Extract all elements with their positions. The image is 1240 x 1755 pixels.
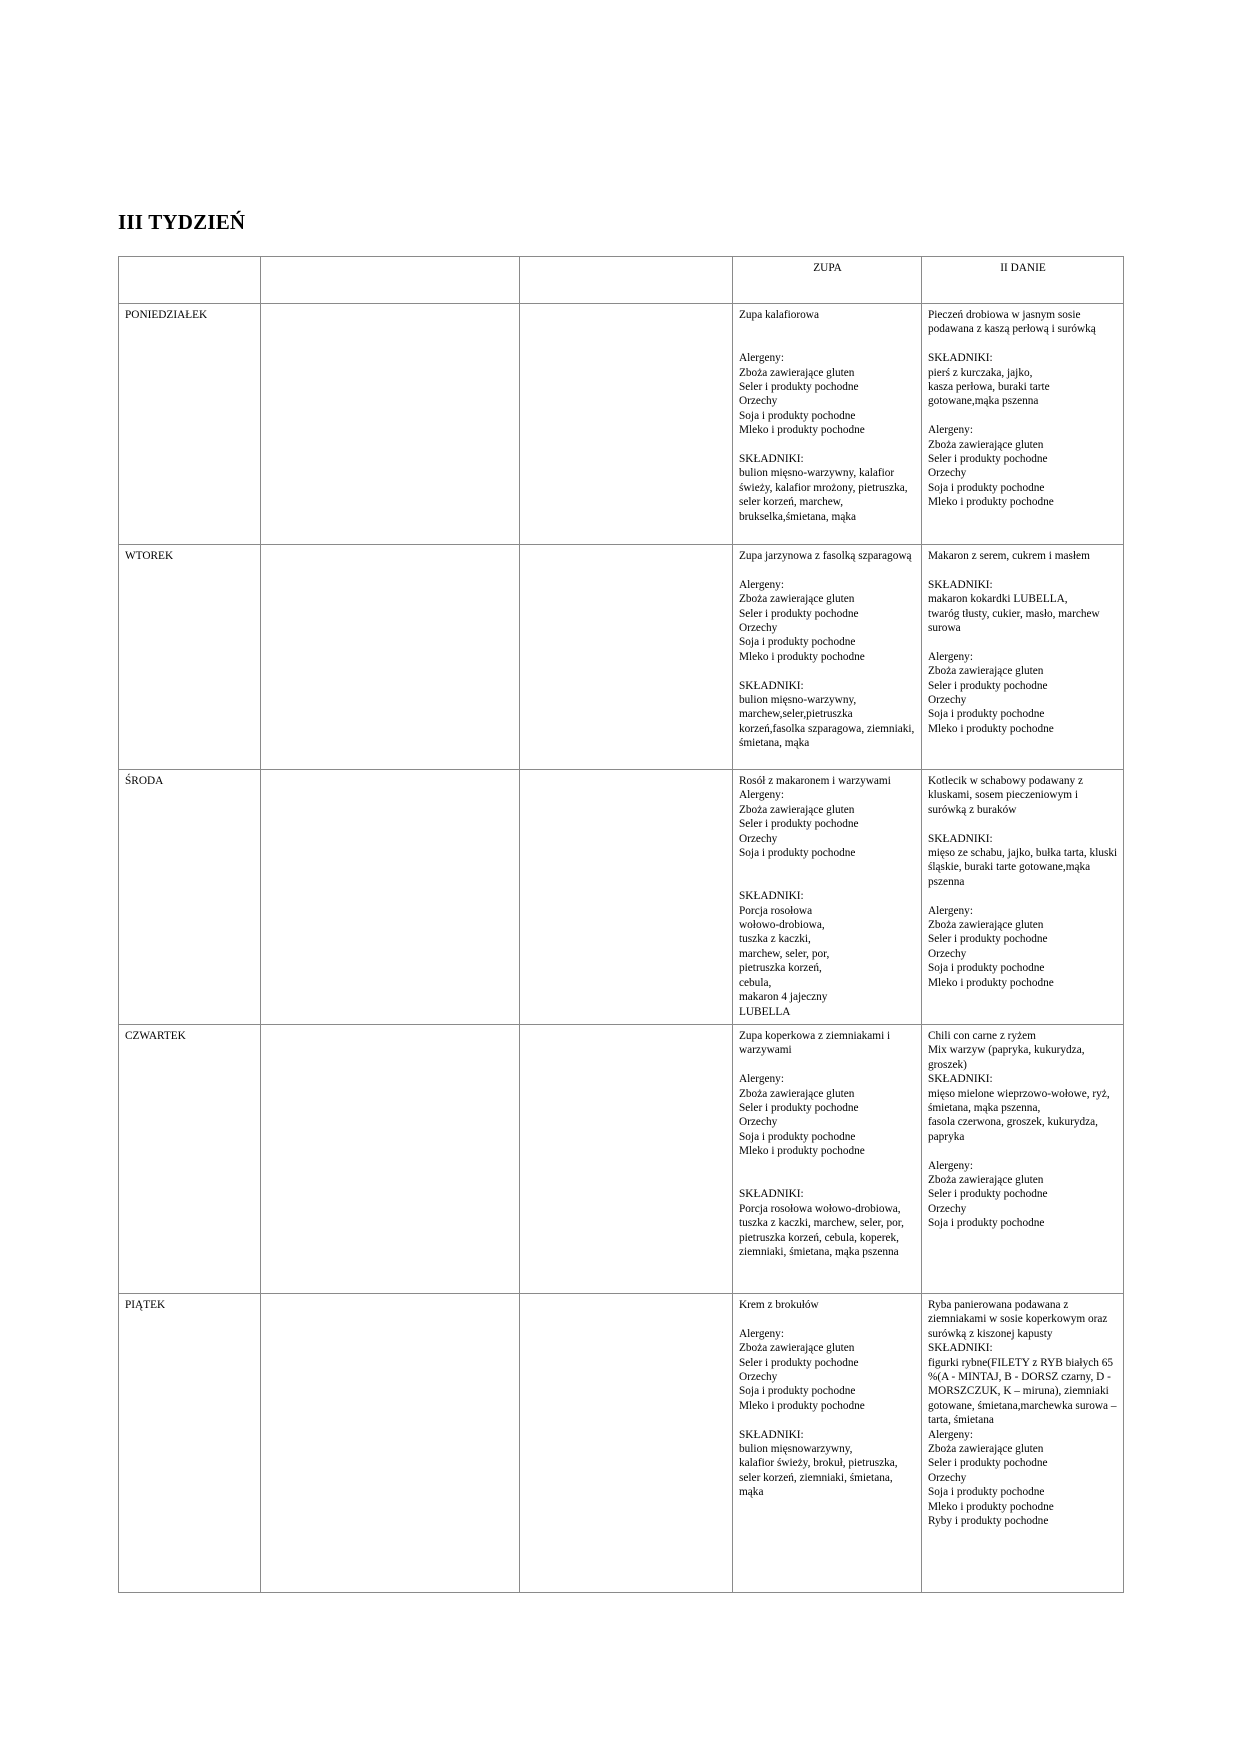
empty-cell [261,1294,520,1593]
main-dish-cell: Pieczeń drobiowa w jasnym sosie podawana z kaszą perłową i surówką SKŁADNIKI: pierś z kurczaka, jajko, kasza perłowa, buraki tarte gotowane,mąka pszenna Alergeny: Zboża zawierające gluten Seler i produkty pochodne Orzechy Soja i produkty pochodne Mleko i produkty pochodne [922,304,1124,545]
empty-cell [520,1025,733,1294]
table-row-tuesday [119,545,1124,770]
weekly-menu-table [118,256,1124,1593]
soup-cell: Zupa kalafiorowa Alergeny: Zboża zawierające gluten Seler i produkty pochodne Orzechy Soja i produkty pochodne Mleko i produkty pochodne SKŁADNIKI: bulion mięsno-warzywny, kalafior świeży, kalafior mrożony, pietruszka, seler korzeń, marchew, brukselka,śmietana, mąka [733,304,922,545]
soup-cell: Zupa koperkowa z ziemniakami i warzywami Alergeny: Zboża zawierające gluten Seler i produkty pochodne Orzechy Soja i produkty pochodne Mleko i produkty pochodne SKŁADNIKI: Porcja rosołowa wołowo-drobiowa, tuszka z kaczki, marchew, seler, por, pietruszka korzeń, cebula, koperek, ziemniaki, śmietana, mąka pszenna [733,1025,922,1294]
day-cell: PIĄTEK [119,1294,261,1593]
header-cell-day [119,257,261,304]
table-row-wednesday [119,770,1124,1025]
empty-cell [261,304,520,545]
day-cell: PONIEDZIAŁEK [119,304,261,545]
table-row-friday [119,1294,1124,1593]
day-cell: ŚRODA [119,770,261,1025]
empty-cell [261,545,520,770]
header-cell-ii-danie: II DANIE [922,257,1124,304]
empty-cell [520,1294,733,1593]
header-cell-empty-2 [520,257,733,304]
empty-cell [520,770,733,1025]
table-row-thursday [119,1025,1124,1294]
page-title: III TYDZIEŃ [118,210,246,234]
main-dish-cell: Makaron z serem, cukrem i masłem SKŁADNIKI: makaron kokardki LUBELLA, twaróg tłusty, cukier, masło, marchew surowa Alergeny: Zboża zawierające gluten Seler i produkty pochodne Orzechy Soja i produkty pochodne Mleko i produkty pochodne [922,545,1124,770]
header-row [119,257,1124,304]
soup-cell: Zupa jarzynowa z fasolką szparagową Alergeny: Zboża zawierające gluten Seler i produkty pochodne Orzechy Soja i produkty pochodne Mleko i produkty pochodne SKŁADNIKI: bulion mięsno-warzywny, marchew,seler,pietruszka korzeń,fasolka szparagowa, ziemniaki, śmietana, mąka [733,545,922,770]
header-cell-empty-1 [261,257,520,304]
main-dish-cell: Kotlecik w schabowy podawany z kluskami, sosem pieczeniowym i surówką z buraków SKŁADNIKI: mięso ze schabu, jajko, bułka tarta, kluski śląskie, buraki tarte gotowane,mąka pszenna Alergeny: Zboża zawierające gluten Seler i produkty pochodne Orzechy Soja i produkty pochodne Mleko i produkty pochodne [922,770,1124,1025]
main-dish-cell: Ryba panierowana podawana z ziemniakami w sosie koperkowym oraz surówką z kiszonej kapusty SKŁADNIKI: figurki rybne(FILETY z RYB białych 65 %(A - MINTAJ, B - DORSZ czarny, D - MORSZCZUK, K – miruna), ziemniaki gotowane, śmietana,marchewka surowa – tarta, śmietana Alergeny: Zboża zawierające gluten Seler i produkty pochodne Orzechy Soja i produkty pochodne Mleko i produkty pochodne Ryby i produkty pochodne [922,1294,1124,1593]
day-cell: CZWARTEK [119,1025,261,1294]
day-cell: WTOREK [119,545,261,770]
empty-cell [261,770,520,1025]
empty-cell [261,1025,520,1294]
empty-cell [520,304,733,545]
table-row-monday [119,304,1124,545]
header-cell-zupa: ZUPA [733,257,922,304]
soup-cell: Rosół z makaronem i warzywami Alergeny: Zboża zawierające gluten Seler i produkty pochodne Orzechy Soja i produkty pochodne SKŁADNIKI: Porcja rosołowa wołowo-drobiowa, tuszka z kaczki, marchew, seler, por, pietruszka korzeń, cebula, makaron 4 jajeczny LUBELLA [733,770,922,1025]
soup-cell: Krem z brokułów Alergeny: Zboża zawierające gluten Seler i produkty pochodne Orzechy Soja i produkty pochodne Mleko i produkty pochodne SKŁADNIKI: bulion mięsnowarzywny, kalafior świeży, brokuł, pietruszka, seler korzeń, ziemniaki, śmietana, mąka [733,1294,922,1593]
main-dish-cell: Chili con carne z ryżem Mix warzyw (papryka, kukurydza, groszek) SKŁADNIKI: mięso mielone wieprzowo-wołowe, ryż, śmietana, mąka pszenna, fasola czerwona, groszek, kukurydza, papryka Alergeny: Zboża zawierające gluten Seler i produkty pochodne Orzechy Soja i produkty pochodne [922,1025,1124,1294]
empty-cell [520,545,733,770]
